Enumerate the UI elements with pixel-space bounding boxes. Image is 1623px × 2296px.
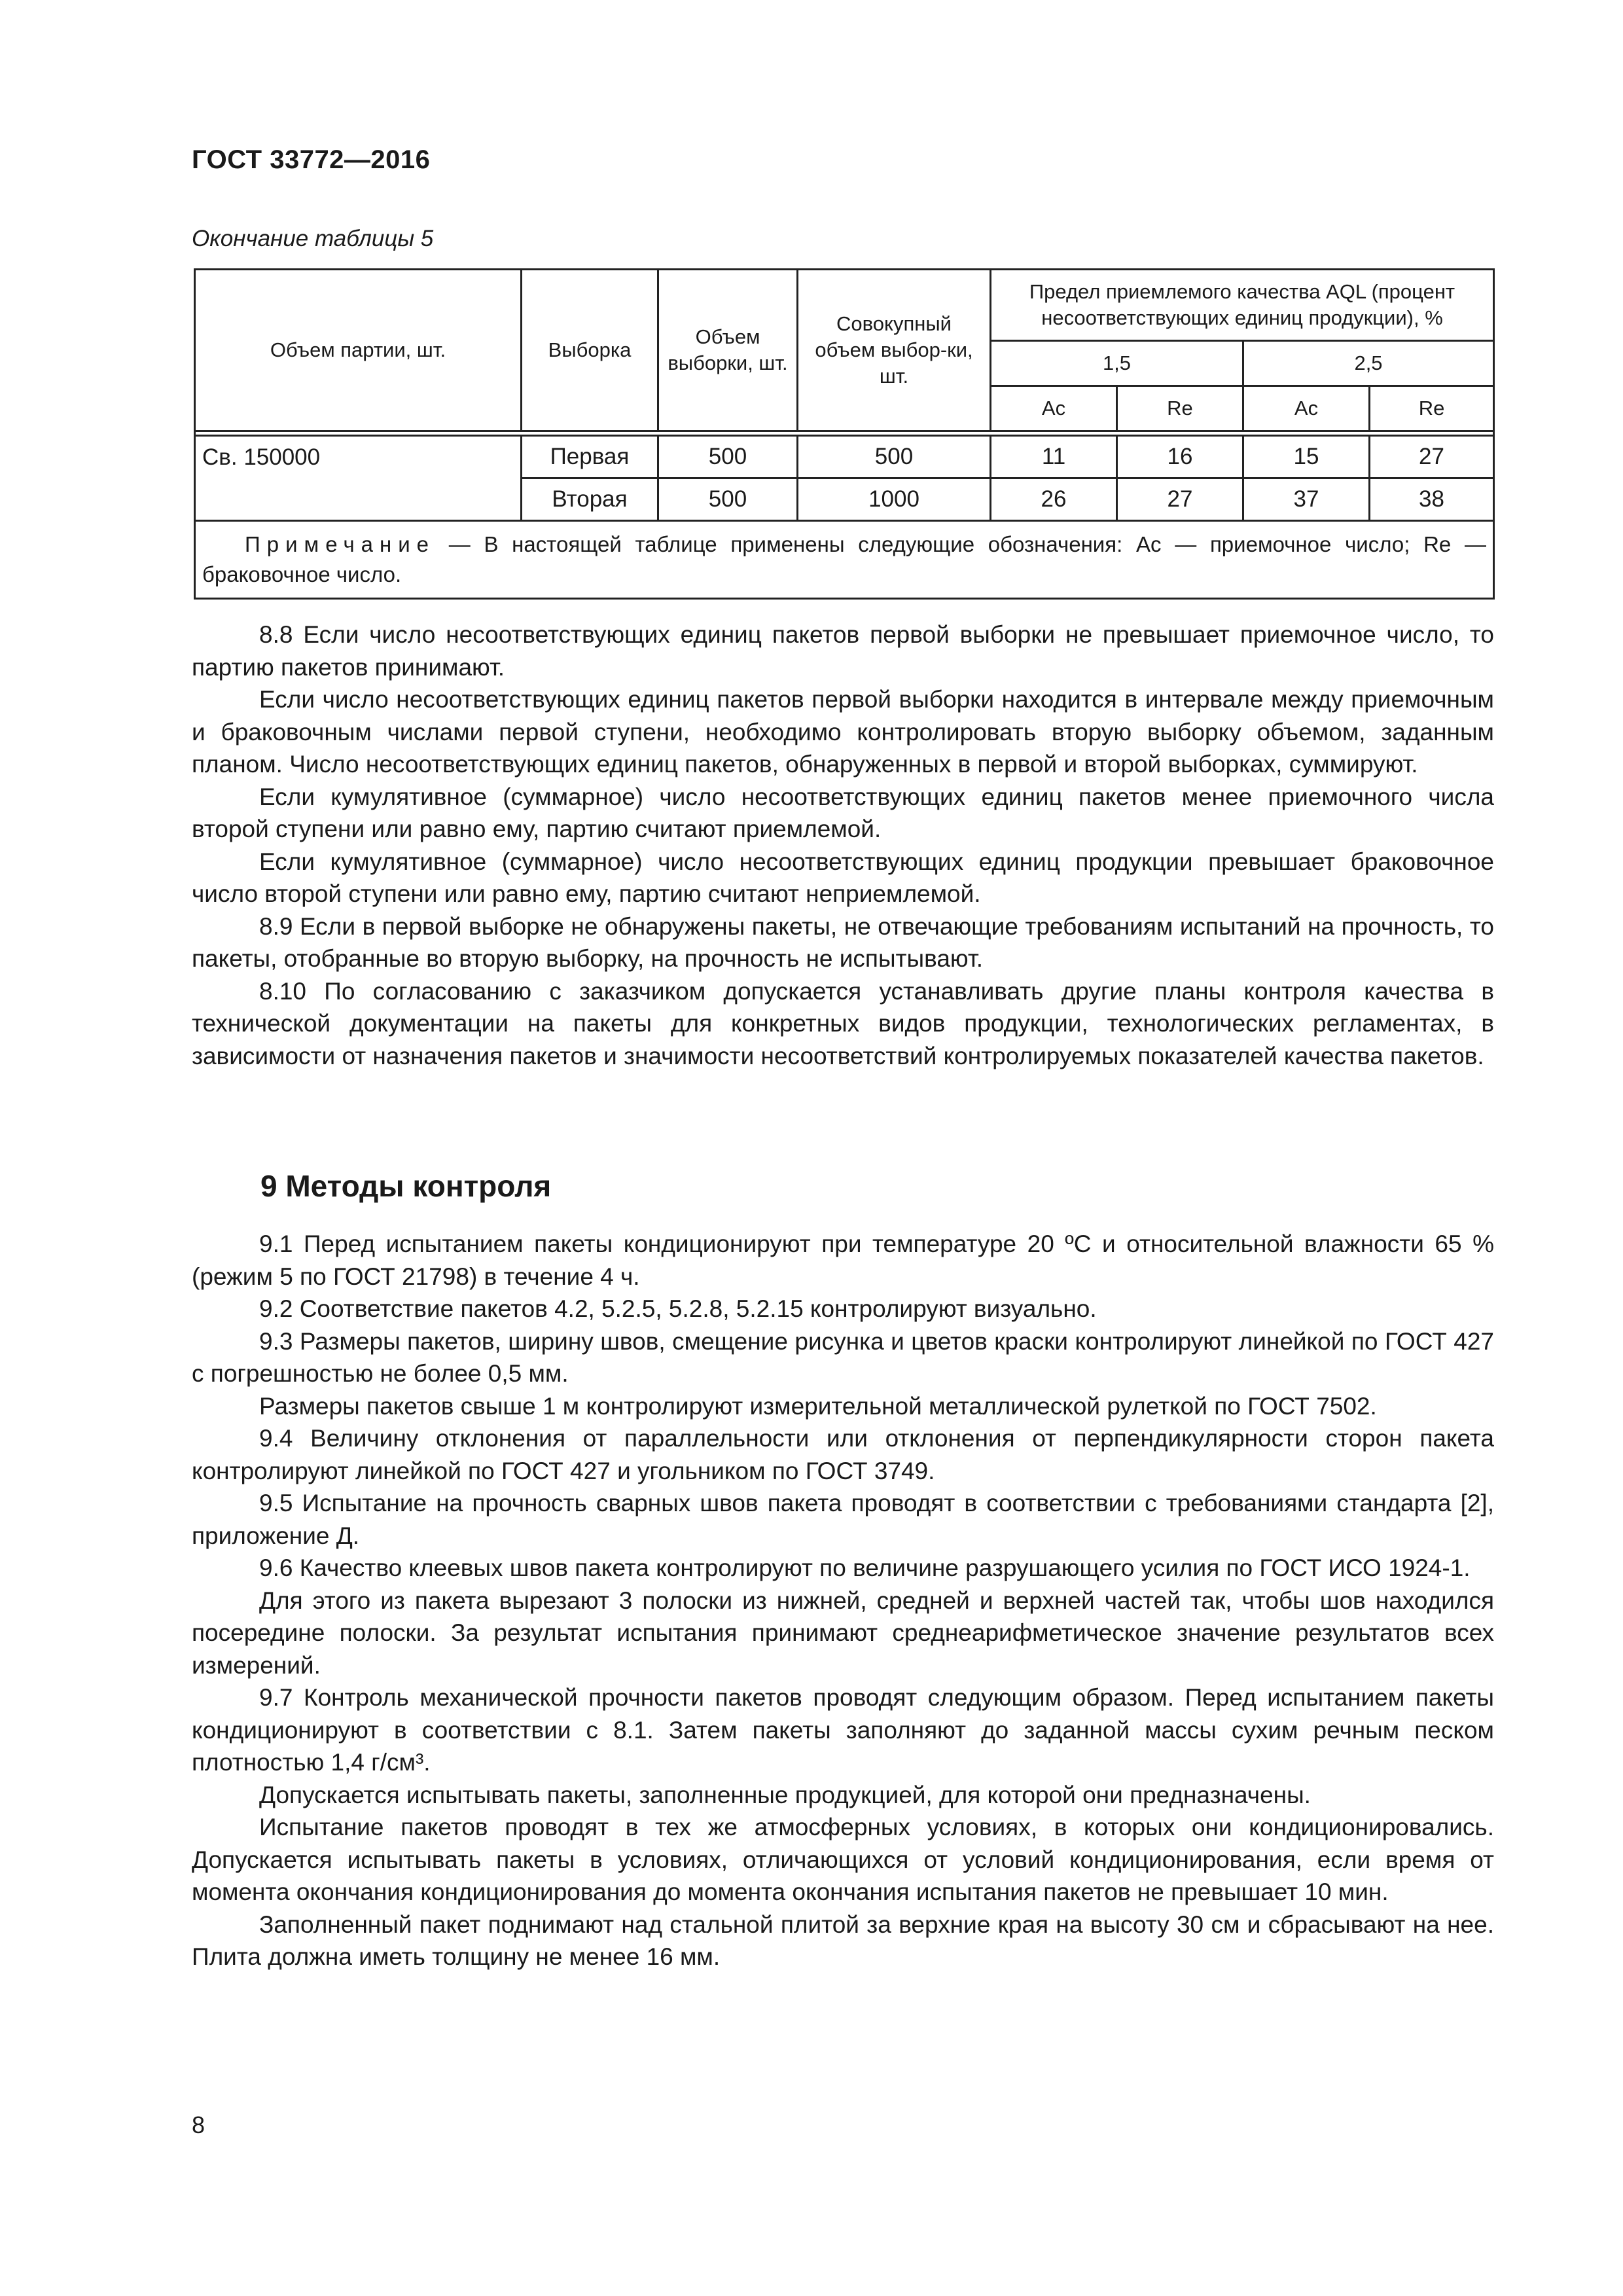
cell-ac-2: 37: [1243, 478, 1370, 521]
paragraph: Если кумулятивное (суммарное) число несоответствующих единиц пакетов менее приемочного числа второй ступени или равно ему, партию считают приемлемой.: [192, 783, 1494, 842]
header-sample: Выборка: [522, 270, 658, 431]
header-re-1: Re: [1117, 386, 1243, 431]
section-8-paragraphs: [192, 619, 1494, 1072]
paragraph: 8.8 Если число несоответствующих единиц пакетов первой выборки не превышает приемочное число, то партию пакетов принимают.: [192, 621, 1494, 681]
cell-ac-1: 26: [991, 478, 1117, 521]
cell-re-1: 16: [1117, 436, 1243, 478]
paragraph: Если число несоответствующих единиц пакетов первой выборки находится в интервале между приемочным и браковочным числами первой ступени, необходимо контролировать вторую выборку объемом, заданным планом. Число несоответствующих единиц пакетов, обнаруженных в первой и второй выборках, суммируют.: [192, 686, 1494, 778]
page-number: 8: [192, 2111, 205, 2138]
paragraph: 9.7 Контроль механической прочности пакетов проводят следующим образом. Перед испытанием пакеты кондиционируют в соответствии с 8.1. Затем пакеты заполняют до заданной массы сухим речным песком плотностью 1,4 г/см³.: [192, 1684, 1494, 1776]
paragraph: Если кумулятивное (суммарное) число несоответствующих единиц продукции превышает браковочное число второй ступени или равно ему, партию считают неприемлемой.: [192, 848, 1494, 907]
header-aql: Предел приемлемого качества AQL (процент несоответствующих единиц продукции), %: [991, 270, 1494, 341]
paragraph: Для этого из пакета вырезают 3 полоски из нижней, средней и верхней частей так, чтобы шов находился посередине полоски. За результат испытания принимают среднеарифметическое значение результатов всех измерений.: [192, 1587, 1494, 1679]
paragraph: 9.6 Качество клеевых швов пакета контролируют по величине разрушающего усилия по ГОСТ ИСО 1924-1.: [259, 1554, 1471, 1581]
header-lot-size: Объем партии, шт.: [195, 270, 522, 431]
header-aql-level-1: 1,5: [991, 341, 1243, 386]
document-id-header: ГОСТ 33772—2016: [192, 145, 431, 174]
table-row: [195, 436, 1494, 478]
paragraph: 9.3 Размеры пакетов, ширину швов, смещение рисунка и цветов краски контролируют линейкой по ГОСТ 427 с погрешностью не более 0,5 мм.: [192, 1327, 1494, 1387]
cell-cumulative: 1000: [798, 478, 991, 521]
paragraph: Испытание пакетов проводят в тех же атмосферных условиях, в которых они кондиционировались. Допускается испытывать пакеты в условиях, отличающихся от условий кондиционирования, если время от момента окончания кондиционирования до момента окончания испытания пакетов не превышает 10 мин.: [192, 1814, 1494, 1905]
paragraph: Заполненный пакет поднимают над стальной плитой за верхние края на высоту 30 см и сбрасывают на нее. Плита должна иметь толщину не менее 16 мм.: [192, 1910, 1494, 1970]
paragraph: 9.4 Величину отклонения от параллельности или отклонения от перпендикулярности сторон пакета контролируют линейкой по ГОСТ 427 и угольником по ГОСТ 3749.: [192, 1425, 1494, 1484]
paragraph: Допускается испытывать пакеты, заполненные продукцией, для которой они предназначены.: [259, 1781, 1311, 1808]
cell-size: 500: [658, 436, 798, 478]
table-row: [195, 478, 1494, 521]
section-9-paragraphs: [192, 1228, 1494, 1973]
header-sample-size: Объем выборки, шт.: [658, 270, 798, 431]
paragraph: 9.5 Испытание на прочность сварных швов пакета проводят в соответствии с требованиями стандарта [2], приложение Д.: [192, 1490, 1494, 1549]
table-note: [195, 521, 1494, 599]
paragraph: Размеры пакетов свыше 1 м контролируют измерительной металлической рулеткой по ГОСТ 7502.: [259, 1392, 1377, 1420]
note-label: Примечание: [245, 532, 436, 556]
cell-ac-1: 11: [991, 436, 1117, 478]
header-ac-2: Ac: [1243, 386, 1370, 431]
paragraph: 8.10 По согласованию с заказчиком допускается устанавливать другие планы контроля качества в технической документации на пакеты для конкретных видов продукции, технологических регламентах, в зависимости от назначения пакетов и значимости несоответствий контролируемых показателей качества пакетов.: [192, 977, 1494, 1069]
cell-re-2: 27: [1370, 436, 1494, 478]
table-caption: Окончание таблицы 5: [192, 226, 434, 251]
header-aql-level-2: 2,5: [1243, 341, 1494, 386]
section-9-title: 9 Методы контроля: [260, 1169, 552, 1203]
header-ac-1: Ac: [991, 386, 1117, 431]
header-re-2: Re: [1370, 386, 1494, 431]
paragraph: 9.2 Соответствие пакетов 4.2, 5.2.5, 5.2.8, 5.2.15 контролируют визуально.: [259, 1295, 1097, 1322]
header-double-rule: [195, 431, 1494, 436]
paragraph: 9.1 Перед испытанием пакеты кондиционируют при температуре 20 ºС и относительной влажности 65 % (режим 5 по ГОСТ 21798) в течение 4 ч.: [192, 1230, 1494, 1290]
cell-re-1: 27: [1117, 478, 1243, 521]
cell-lot: [195, 478, 522, 521]
cell-lot: Св. 150000: [195, 436, 522, 478]
cell-size: 500: [658, 478, 798, 521]
note-text: — В настоящей таблице применены следующие обозначения: Ac — приемочное число; Re — браковочное число.: [202, 532, 1487, 587]
cell-sample: Вторая: [522, 478, 658, 521]
cell-ac-2: 15: [1243, 436, 1370, 478]
table-5: [194, 268, 1495, 600]
header-cumulative-size: Совокупный объем выбор-ки, шт.: [798, 270, 991, 431]
cell-sample: Первая: [522, 436, 658, 478]
cell-cumulative: 500: [798, 436, 991, 478]
cell-re-2: 38: [1370, 478, 1494, 521]
paragraph: 8.9 Если в первой выборке не обнаружены пакеты, не отвечающие требованиям испытаний на прочность, то пакеты, отобранные во вторую выборку, на прочность не испытывают.: [192, 912, 1494, 972]
